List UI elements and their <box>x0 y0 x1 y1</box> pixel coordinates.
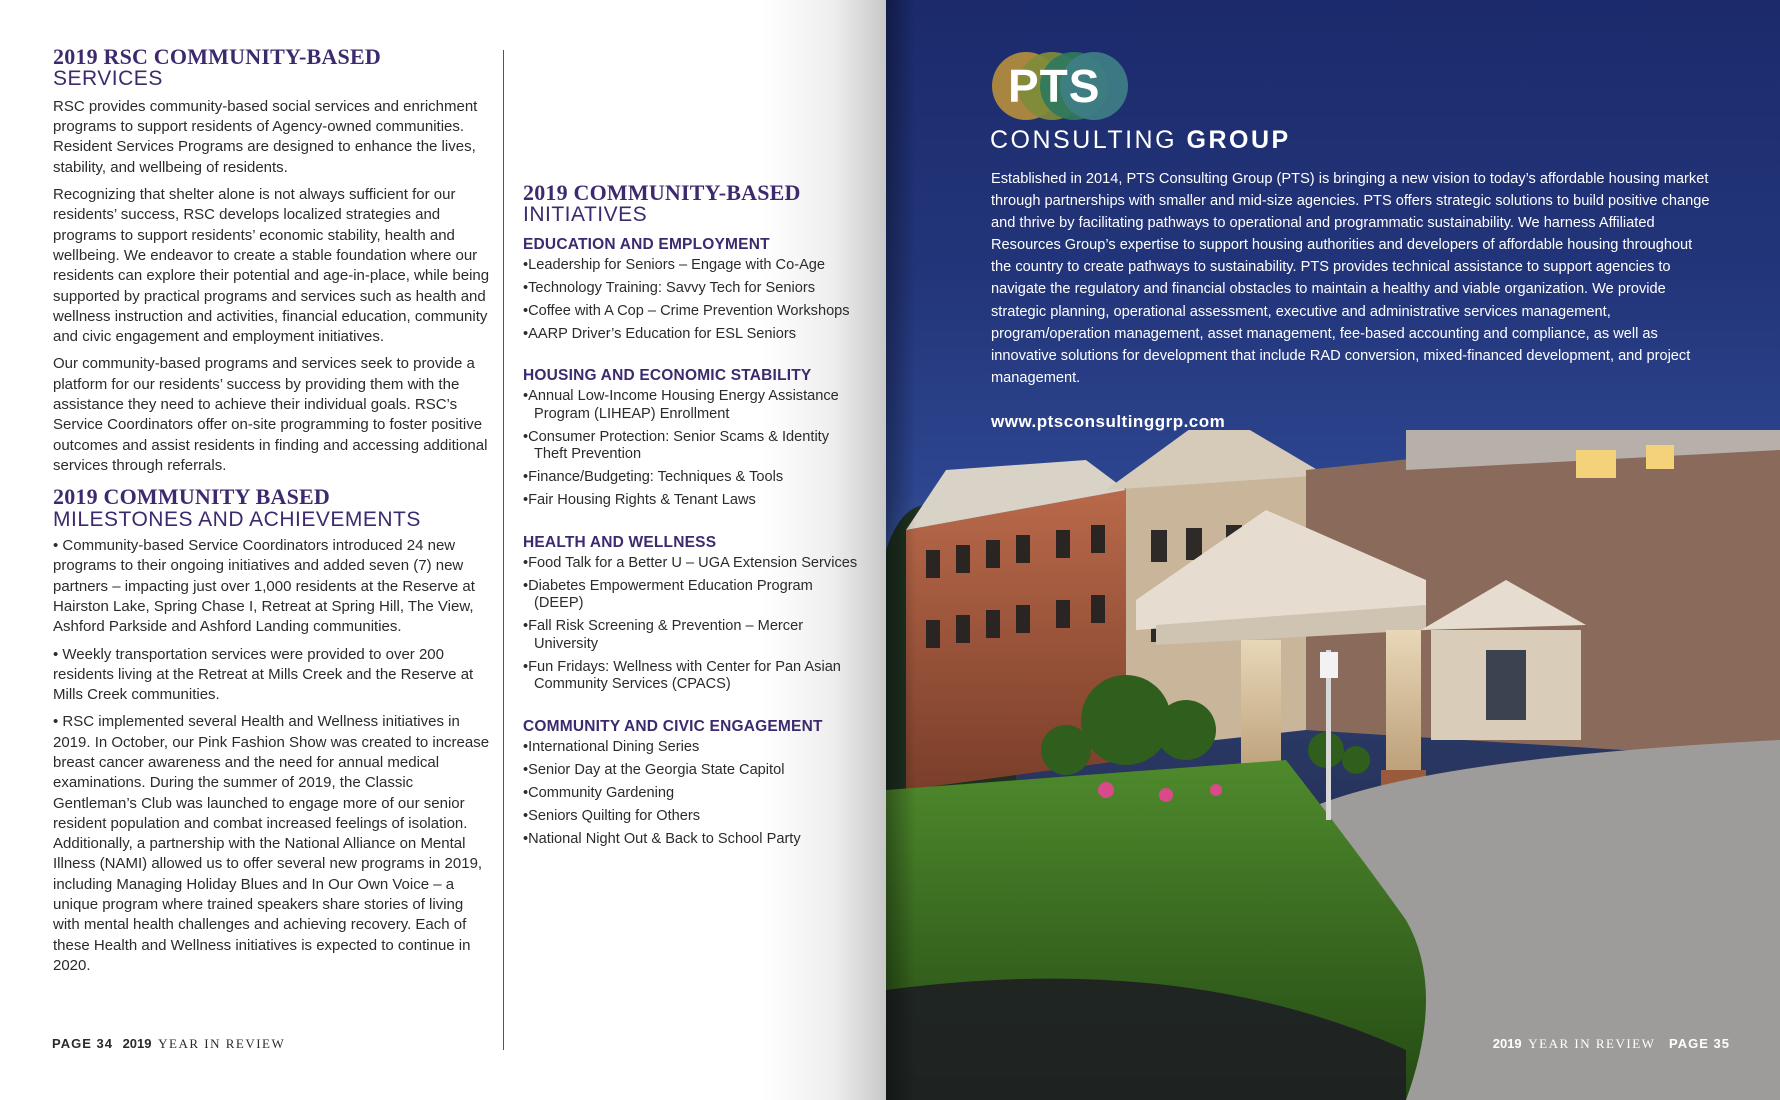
heading-line1: 2019 COMMUNITY-BASED <box>523 180 801 205</box>
website-link[interactable]: www.ptsconsultinggrp.com <box>991 412 1226 431</box>
initiative-list <box>523 388 858 510</box>
heading-line2: INITIATIVES <box>523 203 648 227</box>
list-item: • Food Talk for a Better U – UGA Extension Services <box>523 555 858 573</box>
group-title: EDUCATION AND EMPLOYMENT <box>523 235 770 253</box>
milestone-paragraph: • Weekly transportation services were provided to over 200 residents living at the Retreat at Mills Creek and the Reserve at Mills Creek communities. <box>53 645 474 704</box>
brand-name <box>990 126 1291 155</box>
list-item: • Annual Low-Income Housing Energy Assistance Program (LIHEAP) Enrollment <box>523 388 858 423</box>
footer-year: 2019 <box>1492 1036 1522 1051</box>
left-footer <box>52 1036 285 1052</box>
milestone-paragraph: • RSC implemented several Health and Wellness initiatives in 2019. In October, our Pink Fashion Show was created to increase breast cancer awareness and the need for annual medical examinations. During the summer of 2019, the Classic Gentleman’s Club was launched to engage more of our senior resident population and combat increased feelings of isolation. Additionally, a partnership with the National Alliance on Mental Illness (NAMI) allowed us to offer several new programs in 2019, including Managing Holiday Blues and In Our Own Voice – a unique program where trained speakers share stories of living with mental health challenges and achieving recovery. Each of these Health and Wellness initiatives is expected to continue in 2020. <box>53 713 490 974</box>
initiatives-column <box>523 182 858 872</box>
list-item: • Technology Training: Savvy Tech for Seniors <box>523 280 858 298</box>
paragraph: Our community-based programs and services seek to provide a platform for our residents’ success by providing them with the assistance they need to achieve their individual goals. RSC’s Service Coordinators offer on-site programming to foster positive outcomes and assist residents in finding and accessing additional services through referrals. <box>53 355 488 474</box>
group-title: COMMUNITY AND CIVIC ENGAGEMENT <box>523 717 823 735</box>
brand-bold: GROUP <box>1186 126 1291 154</box>
list-item: • Fun Fridays: Wellness with Center for Pan Asian Community Services (CPACS) <box>523 659 858 694</box>
list-item: • Finance/Budgeting: Techniques & Tools <box>523 469 858 487</box>
heading-line2: MILESTONES AND ACHIEVEMENTS <box>53 507 421 531</box>
footer-year-in-review: YEAR IN REVIEW <box>1528 1036 1656 1051</box>
list-item: • Consumer Protection: Senior Scams & Identity Theft Prevention <box>523 429 858 464</box>
building-photo <box>886 430 1780 1100</box>
heading-line2: SERVICES <box>53 67 163 91</box>
list-item: • Fall Risk Screening & Prevention – Mercer University <box>523 618 858 653</box>
right-page <box>886 0 1780 1100</box>
heading-line1: 2019 RSC COMMUNITY-BASED <box>53 44 381 69</box>
milestones-heading <box>53 486 493 530</box>
list-item: • Diabetes Empowerment Education Program (DEEP) <box>523 578 858 613</box>
left-page <box>0 0 886 1100</box>
page-number: PAGE 34 <box>52 1036 113 1051</box>
group-title: HOUSING AND ECONOMIC STABILITY <box>523 367 812 385</box>
initiative-list <box>523 555 858 694</box>
paragraph: Recognizing that shelter alone is not always sufficient for our residents’ success, RSC develops localized strategies and programs to support residents’ economic stability, health and wellbeing. We endeavor to create a stable foundation where our residents can explore their potential and age-in-place, while being supported by practical programs and services such as health and wellness instruction and activities, financial education, community and civic engagement and employment initiatives. <box>53 186 490 346</box>
pts-logo <box>990 50 1130 122</box>
column-divider <box>503 50 504 1050</box>
page-number: PAGE 35 <box>1669 1036 1730 1051</box>
brand-light: CONSULTING <box>990 126 1178 154</box>
list-item: • Coffee with A Cop – Crime Prevention Workshops <box>523 303 858 321</box>
footer-year: 2019 <box>122 1036 152 1051</box>
initiatives-heading <box>523 182 858 226</box>
milestones-section <box>53 486 493 976</box>
right-footer <box>1493 1036 1730 1052</box>
list-item: • AARP Driver’s Education for ESL Seniors <box>523 326 858 344</box>
initiative-list <box>523 739 858 849</box>
heading-line1: 2019 COMMUNITY BASED <box>53 484 330 510</box>
list-item: • Seniors Quilting for Others <box>523 808 858 826</box>
initiative-list <box>523 257 858 344</box>
list-item: • Fair Housing Rights & Tenant Laws <box>523 492 858 510</box>
list-item: • Leadership for Seniors – Engage with Co-Age <box>523 257 858 275</box>
company-description: Established in 2014, PTS Consulting Group (PTS) is bringing a new vision to today’s affordable housing market through partnerships with smaller and mid-size agencies. PTS offers strategic solutions to build positive change and thrive by facilitating pathways to operational and programmatic sustainability. We harness Affiliated Resources Group’s expertise to support housing authorities and developers of affordable housing throughout the country to create pathways to sustainability. PTS provides technical assistance to support agencies to navigate the regulatory and financial obstacles to maintain a healthy and viable organization. We provide strategic planning, operational assessment, executive and administrative services management, program/operation management, asset management, fee-based accounting and compliance, as well as innovative solutions for development that include RAD conversion, mixed-financed development, and project management. <box>991 171 1710 386</box>
gutter-shadow <box>886 0 916 1100</box>
list-item: • Community Gardening <box>523 785 858 803</box>
paragraph: RSC provides community-based social services and enrichment programs to support residents of Agency-owned communities. Resident Services Programs are designed to enhance the lives, stability, and wellbeing of residents. <box>53 97 478 176</box>
group-title: HEALTH AND WELLNESS <box>523 533 717 551</box>
milestone-paragraph: • Community-based Service Coordinators introduced 24 new programs to their ongoing initiatives and added seven (7) new partners – impacting just over 1,000 residents at the Reserve at Hairston Lake, Spring Chase I, Retreat at Spring Hill, The View, Ashford Parkside and Ashford Landing communities. <box>53 537 475 636</box>
list-item: • International Dining Series <box>523 739 858 757</box>
services-column <box>53 46 493 983</box>
list-item: • Senior Day at the Georgia State Capitol <box>523 762 858 780</box>
footer-year-in-review: YEAR IN REVIEW <box>158 1036 286 1051</box>
services-heading <box>53 46 493 90</box>
list-item: • National Night Out & Back to School Party <box>523 831 858 849</box>
logo-text: PTS <box>1008 60 1101 112</box>
